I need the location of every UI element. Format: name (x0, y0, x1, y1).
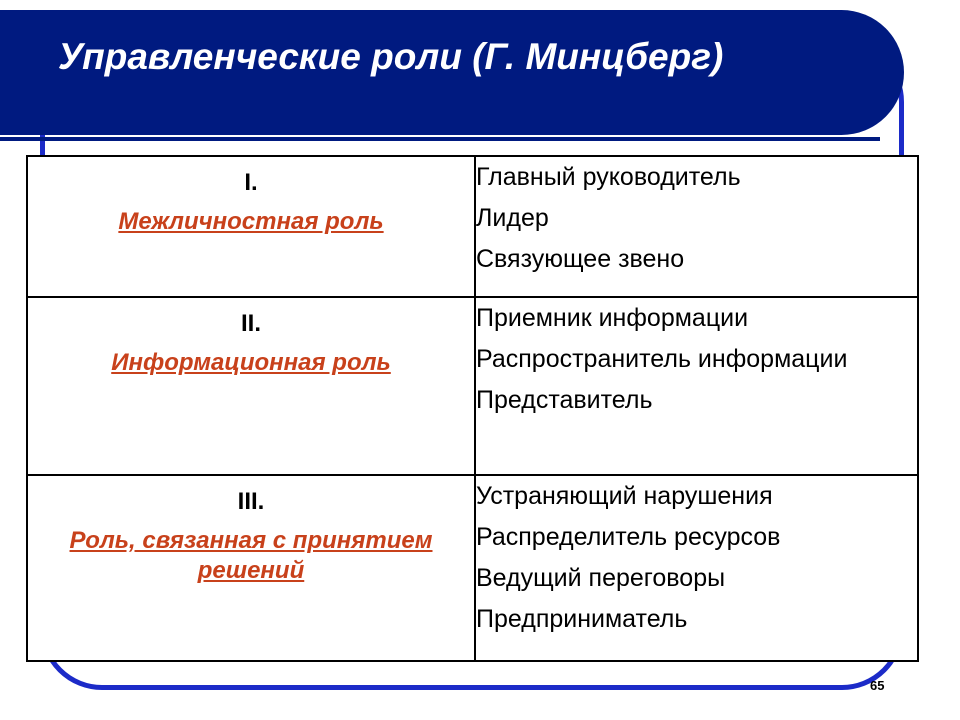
subroles-cell (475, 156, 918, 297)
table-row (27, 475, 918, 661)
list-item: Представитель (476, 386, 653, 414)
list-item: Предприниматель (476, 605, 688, 633)
subroles-list (476, 298, 917, 437)
page-number: 65 (870, 678, 885, 693)
role-cell (27, 475, 475, 661)
list-item: Связующее звено (476, 245, 685, 273)
role-name: Информационная роль (111, 349, 391, 376)
subroles-list (476, 476, 917, 656)
list-item: Устраняющий нарушения (476, 482, 773, 510)
list-item: Распределитель ресурсов (476, 523, 781, 551)
subroles-list (476, 157, 917, 296)
role-number: II. (240, 310, 261, 337)
role-cell (27, 156, 475, 297)
slide-title: Управленческие роли (Г. Минцберг) (58, 36, 724, 77)
list-item: Главный руководитель (476, 163, 741, 191)
role-number: I. (244, 169, 258, 196)
table-row (27, 297, 918, 475)
role-number: III. (237, 488, 265, 515)
subroles-cell (475, 475, 918, 661)
role-cell (27, 297, 475, 475)
list-item: Приемник информации (476, 304, 749, 332)
roles-table (26, 155, 919, 662)
role-name: Межличностная роль (118, 208, 384, 235)
title-accent-line (0, 137, 880, 141)
subroles-cell (475, 297, 918, 475)
role-name: Роль, связанная с принятием решений (69, 527, 433, 584)
list-item: Ведущий переговоры (476, 564, 726, 592)
table-row (27, 156, 918, 297)
list-item: Распространитель информации (476, 345, 848, 373)
list-item: Лидер (476, 204, 549, 232)
